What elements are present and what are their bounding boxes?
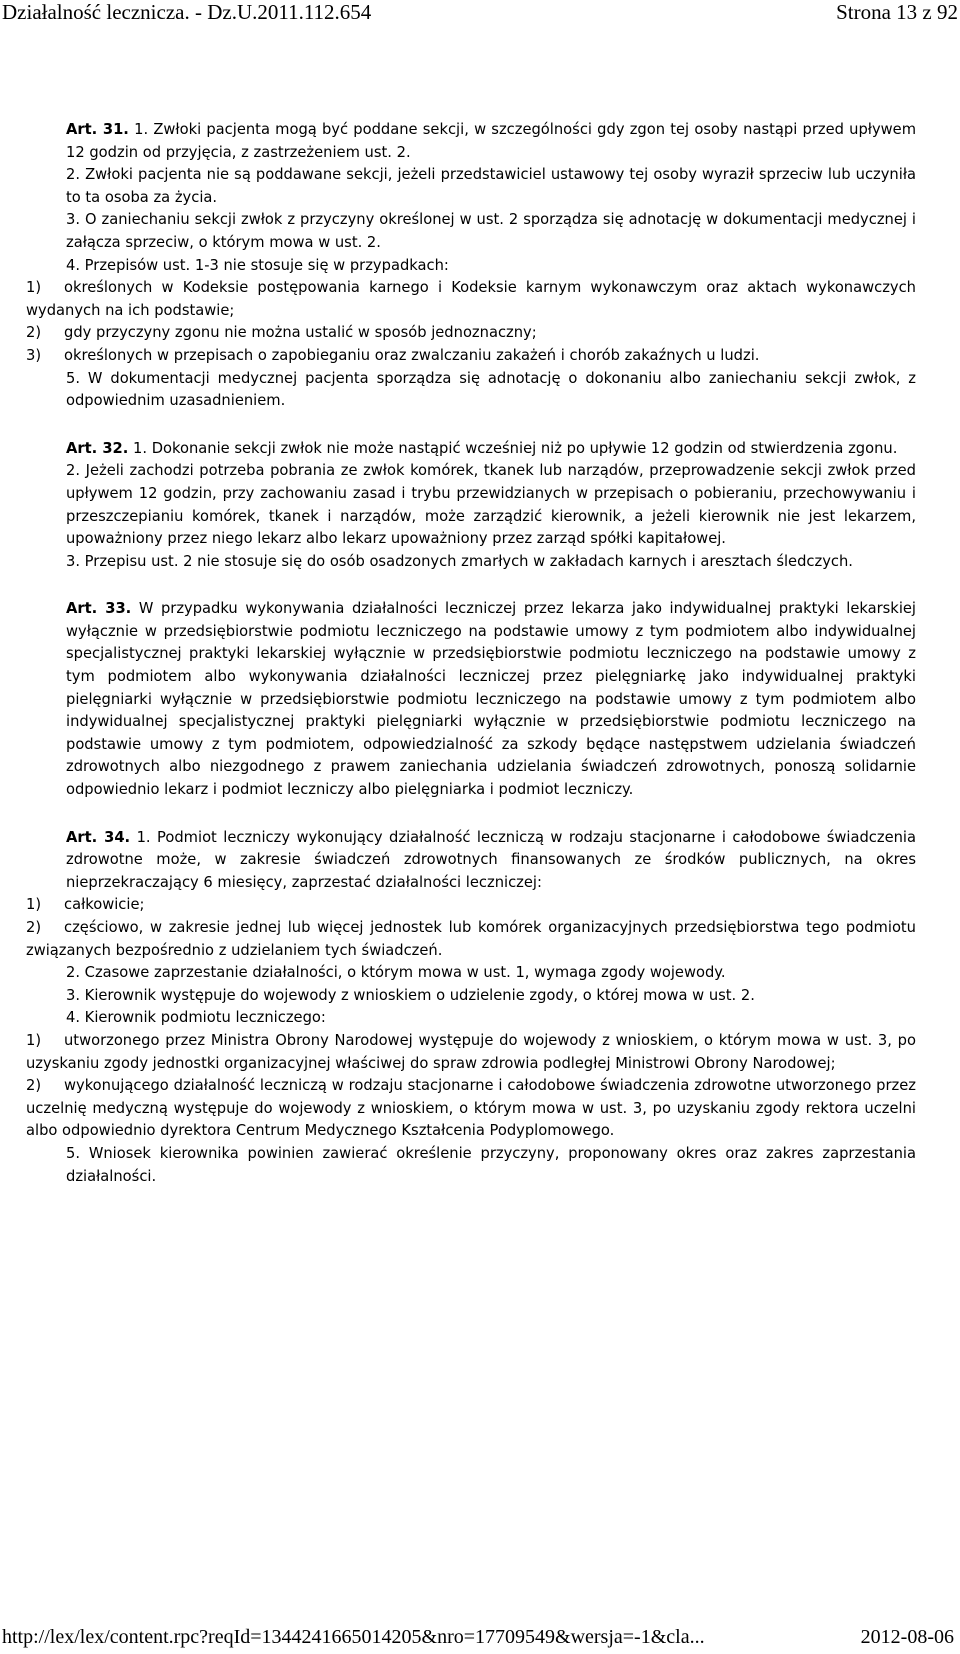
art34-para1: Art. 34. 1. Podmiot leczniczy wykonujący działalność leczniczą w rodzaju stacjonarne i całodobowe świadczenia zdrowotne może, w zakresie świadczeń zdrowotnych finansowanych ze środków publicznych, na okres nieprzekraczający 6 miesięcy, zaprzestać działalności leczniczej: [66, 828, 917, 891]
art34-para5: 5. Wniosek kierownika powinien zawierać określenie przyczyny, proponowany okres oraz zakres zaprzestania działalności. [66, 1144, 916, 1185]
document-title: Działalność lecznicza. - Dz.U.2011.112.654 [2, 0, 372, 24]
art31-item-1: 1) określonych w Kodeksie postępowania karnego i Kodeksie karnym wykonawczym oraz aktach wykonawczych wydanych na ich podstawie; [26, 279, 916, 319]
art31-item-3: 3) określonych w przepisach o zapobieganiu oraz zwalczaniu zakażeń i chorób zakaźnych u ludzi. [26, 346, 760, 364]
art34-item1-1: 1) całkowicie; [26, 896, 145, 914]
art32-para1: Art. 32. 1. Dokonanie sekcji zwłok nie może nastąpić wcześniej niż po upływie 12 godzin od stwierdzenia zgonu. [66, 439, 898, 457]
art31-label: Art. 31. [66, 121, 129, 138]
art34-label: Art. 34. [66, 828, 131, 846]
page-header [0, 0, 960, 30]
print-date: 2012-08-06 [860, 1626, 954, 1648]
art32-label: Art. 32. [66, 439, 129, 457]
art34-para2: 2. Czasowe zaprzestanie działalności, o którym mowa w ust. 1, wymaga zgody wojewody. [66, 964, 726, 982]
art31-item-2: 2) gdy przyczyny zgonu nie można ustalić w sposób jednoznaczny; [26, 324, 537, 342]
art34-item2-1: 1) utworzonego przez Ministra Obrony Narodowej występuje do wojewody z wnioskiem, o którym mowa w ust. 3, po uzyskaniu zgody jednostki organizacyjnej właściwej do spraw zdrowia podległej Ministrowi Obrony Narodowej; [26, 1031, 916, 1072]
source-url: http://lex/lex/content.rpc?reqId=1344241665014205&nro=17709549&wersja=-1&cla... [2, 1626, 705, 1648]
art31-para5: 5. W dokumentacji medycznej pacjenta sporządza się adnotację o dokonaniu albo zaniechaniu sekcji zwłok, z odpowiednim uzasadnieniem. [66, 369, 916, 410]
art31-para1: Art. 31. 1. Zwłoki pacjenta mogą być poddane sekcji, w szczególności gdy zgon tej osoby nastąpi przed upływem 12 godzin od przyjęcia, z zastrzeżeniem ust. 2. [66, 121, 917, 161]
art31-para4: 4. Przepisów ust. 1-3 nie stosuje się w przypadkach: [66, 256, 449, 274]
art34-item1-2: 2) częściowo, w zakresie jednej lub więcej jednostek lub komórek organizacyjnych przedsiębiorstwa tego podmiotu związanych bezpośrednio z udzielaniem tych świadczeń. [26, 919, 916, 959]
art31-para3: 3. O zaniechaniu sekcji zwłok z przyczyny określonej w ust. 2 sporządza się adnotację w dokumentacji medycznej i załącza sprzeciw, o którym mowa w ust. 2. [66, 211, 916, 251]
art33-label: Art. 33. [66, 600, 132, 618]
page-number: Strona 13 z 92 [836, 0, 958, 24]
art33-para: Art. 33. W przypadku wykonywania działalności leczniczej przez lekarza jako indywidualnej praktyki lekarskiej wyłącznie w przedsiębiorstwie podmiotu leczniczego na podstawie umowy z tym podmiotem albo indywidualnej specjalistycznej praktyki lekarskiej wyłącznie w przedsiębiorstwie podmiotu leczniczego na podstawie umowy z tym podmiotem albo wykonywania działalności leczniczej przez pielęgniarkę jako indywidualnej praktyki pielęgniarki wyłącznie w przedsiębiorstwie podmiotu leczniczego na podstawie umowy z tym podmiotem albo indywidualnej specjalistycznej praktyki pielęgniarki wyłącznie w przedsiębiorstwie podmiotu leczniczego na podstawie umowy z tym podmiotem, odpowiedzialność za szkody będące następstwem udzielania świadczeń zdrowotnych albo niezgodnego z prawem zaniechania udzielania świadczeń zdrowotnych, ponoszą solidarnie odpowiednio lekarz i podmiot leczniczy albo pielęgniarka i podmiot leczniczy. [66, 600, 917, 799]
art32-para3: 3. Przepisu ust. 2 nie stosuje się do osób osadzonych zmarłych w zakładach karnych i aresztach śledczych. [66, 552, 853, 570]
document-body [26, 119, 916, 1188]
art34-para3: 3. Kierownik występuje do wojewody z wnioskiem o udzielenie zgody, o której mowa w ust. 2. [66, 986, 755, 1004]
art34-item2-2: 2) wykonującego działalność leczniczą w rodzaju stacjonarne i całodobowe świadczenia zdrowotne utworzonego przez uczelnię medyczną występuje do wojewody z wnioskiem, o którym mowa w ust. 3, po uzyskaniu zgody rektora uczelni albo odpowiednio dyrektora Centrum Medycznego Kształcenia Podyplomowego. [26, 1077, 916, 1140]
art34-para4: 4. Kierownik podmiotu leczniczego: [66, 1009, 326, 1027]
page-footer [0, 1626, 960, 1654]
art32-para2: 2. Jeżeli zachodzi potrzeba pobrania ze zwłok komórek, tkanek lub narządów, przeprowadzenie sekcji zwłok przed upływem 12 godzin, przy zachowaniu zasad i trybu przewidzianych w przepisach o pobieraniu, przechowywaniu i przeszczepianiu komórek, tkanek i narządów, może zarządzić kierownik, a jeżeli kierownik nie jest lekarzem, upoważniony przez niego lekarz albo lekarz upoważniony przez zarząd spółki kapitałowej. [66, 462, 916, 548]
art31-para2: 2. Zwłoki pacjenta nie są poddawane sekcji, jeżeli przedstawiciel ustawowy tej osoby wyraził sprzeciw lub uczyniła to ta osoba za życia. [66, 166, 916, 206]
